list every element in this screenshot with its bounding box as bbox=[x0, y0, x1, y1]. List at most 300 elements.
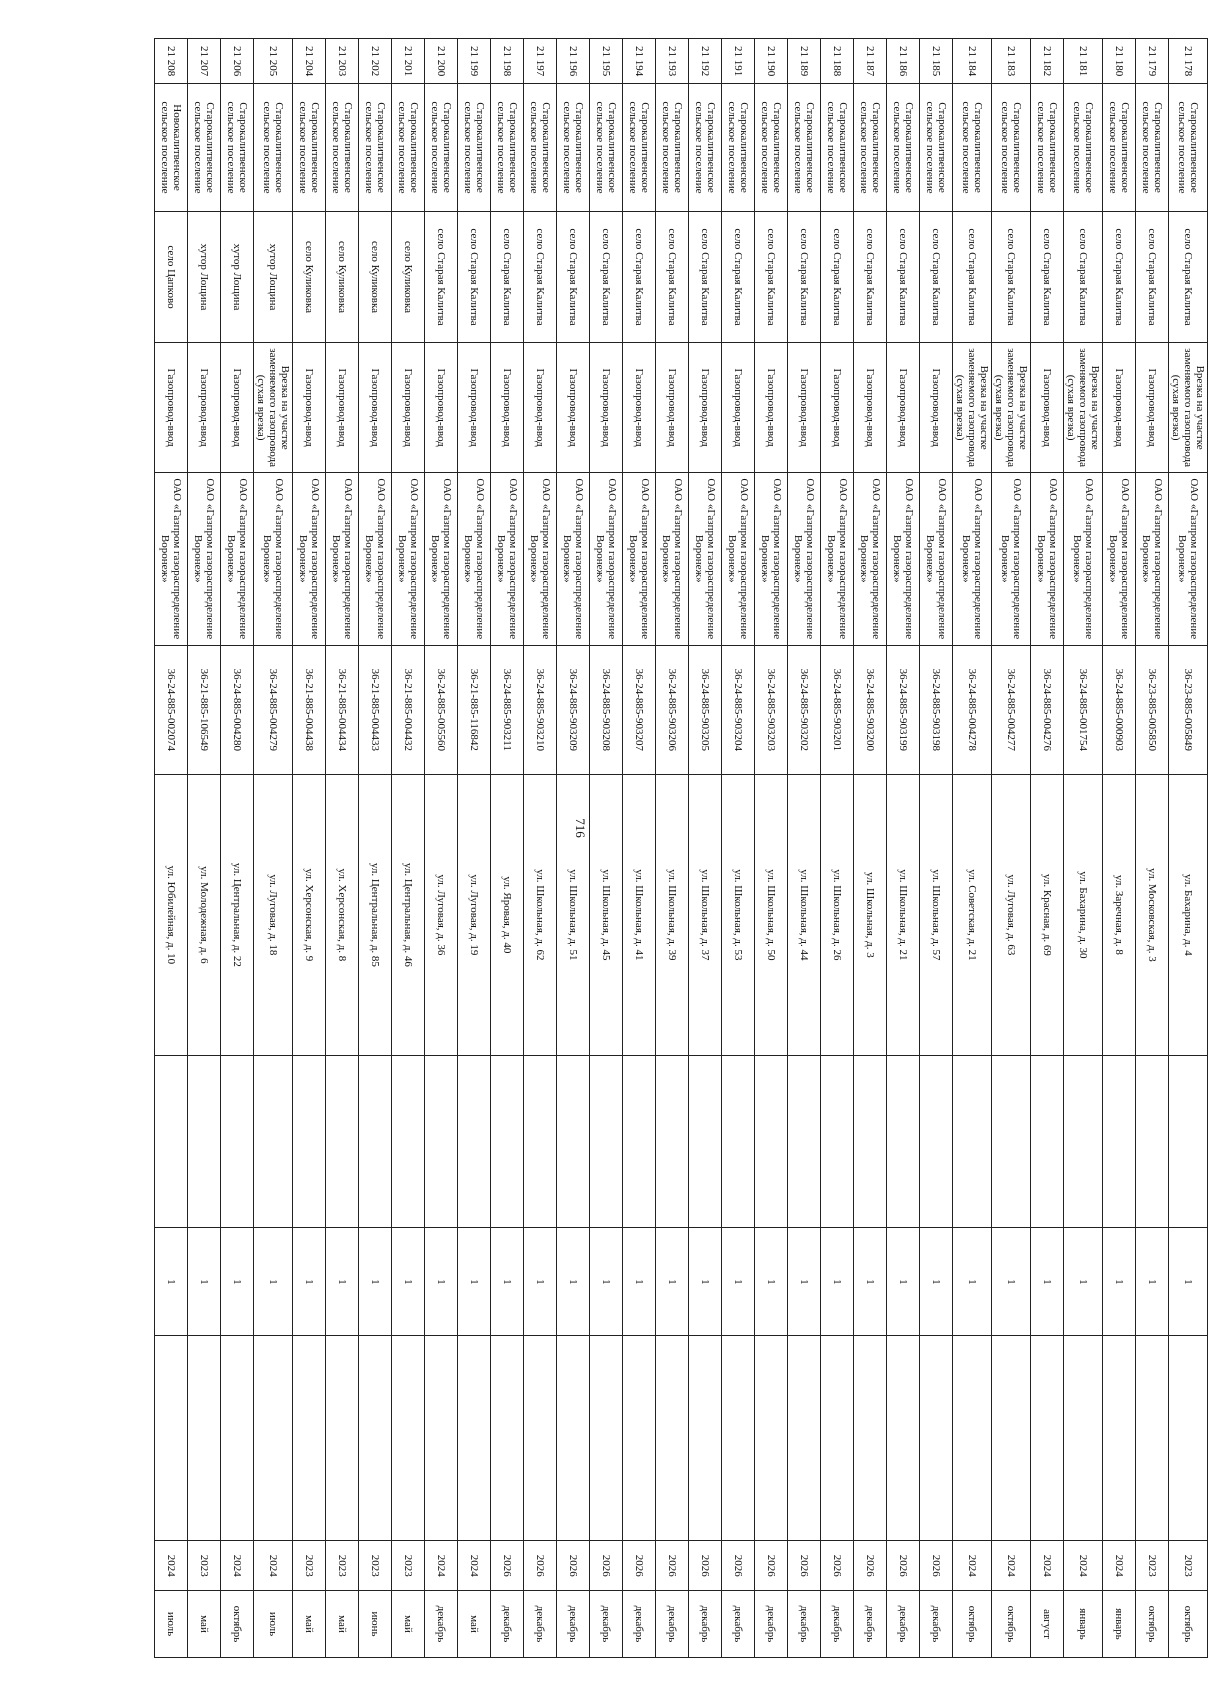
organization-cell: ОАО «Газпром газораспределение Воронеж» bbox=[293, 472, 326, 645]
quantity-cell: 1 bbox=[821, 1228, 854, 1336]
year-cell: 2023 bbox=[392, 1541, 425, 1591]
row-number: 21 200 bbox=[425, 39, 458, 84]
table-row bbox=[755, 39, 788, 1658]
year-cell: 2024 bbox=[221, 1541, 254, 1591]
object-type-cell: Газопровод-ввод bbox=[491, 343, 524, 473]
locality-cell: село Старая Калитва bbox=[887, 211, 920, 343]
row-number: 21 194 bbox=[623, 39, 656, 84]
month-cell: май bbox=[293, 1591, 326, 1658]
object-type-cell: Газопровод-ввод bbox=[1103, 343, 1136, 473]
month-cell: декабрь bbox=[821, 1591, 854, 1658]
row-number: 21 188 bbox=[821, 39, 854, 84]
table-row bbox=[359, 39, 392, 1658]
year-cell: 2024 bbox=[458, 1541, 491, 1591]
blank-cell bbox=[1169, 1055, 1208, 1228]
locality-cell: село Старая Калитва bbox=[788, 211, 821, 343]
address-cell: ул. Школьная, д. 51 bbox=[557, 775, 590, 1056]
locality-cell: село Старая Калитва bbox=[656, 211, 689, 343]
month-cell: декабрь bbox=[689, 1591, 722, 1658]
table-row bbox=[491, 39, 524, 1658]
cadastral-number-cell: 36-24-885-903204 bbox=[722, 645, 755, 775]
table-row bbox=[1064, 39, 1103, 1658]
organization-cell: ОАО «Газпром газораспределение Воронеж» bbox=[1136, 472, 1169, 645]
locality-cell: село Старая Калитва bbox=[1103, 211, 1136, 343]
address-cell: ул. Школьная, д. 57 bbox=[920, 775, 953, 1056]
organization-cell: ОАО «Газпром газораспределение Воронеж» bbox=[689, 472, 722, 645]
blank-cell bbox=[1136, 1336, 1169, 1541]
year-cell: 2026 bbox=[590, 1541, 623, 1591]
month-cell: октябрь bbox=[221, 1591, 254, 1658]
month-cell: декабрь bbox=[656, 1591, 689, 1658]
address-cell: ул. Школьная, д. 53 bbox=[722, 775, 755, 1056]
locality-cell: хутор Лощина bbox=[254, 211, 293, 343]
cadastral-number-cell: 36-24-885-004276 bbox=[1031, 645, 1064, 775]
year-cell: 2023 bbox=[359, 1541, 392, 1591]
object-type-cell: Врезка на участке заменяемого газопровода (сухая врезка) bbox=[992, 343, 1031, 473]
object-type-cell: Газопровод-ввод bbox=[623, 343, 656, 473]
locality-cell: село Старая Калитва bbox=[524, 211, 557, 343]
row-number: 21 180 bbox=[1103, 39, 1136, 84]
object-type-cell: Газопровод-ввод bbox=[722, 343, 755, 473]
table-row bbox=[992, 39, 1031, 1658]
year-cell: 2026 bbox=[788, 1541, 821, 1591]
blank-cell bbox=[887, 1336, 920, 1541]
table-row bbox=[392, 39, 425, 1658]
row-number: 21 198 bbox=[491, 39, 524, 84]
blank-cell bbox=[293, 1055, 326, 1228]
month-cell: июнь bbox=[359, 1591, 392, 1658]
cadastral-number-cell: 36-24-885-903201 bbox=[821, 645, 854, 775]
object-type-cell: Газопровод-ввод bbox=[821, 343, 854, 473]
month-cell: декабрь bbox=[854, 1591, 887, 1658]
year-cell: 2026 bbox=[755, 1541, 788, 1591]
month-cell: май bbox=[392, 1591, 425, 1658]
locality-cell: село Куликовка bbox=[326, 211, 359, 343]
table-row bbox=[524, 39, 557, 1658]
row-number: 21 207 bbox=[188, 39, 221, 84]
year-cell: 2024 bbox=[1064, 1541, 1103, 1591]
settlement-cell: Старокалитвенское сельское поселение bbox=[656, 84, 689, 211]
organization-cell: ОАО «Газпром газораспределение Воронеж» bbox=[359, 472, 392, 645]
object-type-cell: Газопровод-ввод bbox=[557, 343, 590, 473]
quantity-cell: 1 bbox=[221, 1228, 254, 1336]
address-cell: ул. Школьная, д. 26 bbox=[821, 775, 854, 1056]
object-type-cell: Газопровод-ввод bbox=[656, 343, 689, 473]
settlement-cell: Старокалитвенское сельское поселение bbox=[491, 84, 524, 211]
table-row bbox=[953, 39, 992, 1658]
blank-cell bbox=[458, 1336, 491, 1541]
blank-cell bbox=[557, 1055, 590, 1228]
month-cell: июль bbox=[155, 1591, 188, 1658]
table-body bbox=[155, 39, 1208, 1658]
blank-cell bbox=[887, 1055, 920, 1228]
row-number: 21 193 bbox=[656, 39, 689, 84]
row-number: 21 197 bbox=[524, 39, 557, 84]
month-cell: декабрь bbox=[722, 1591, 755, 1658]
organization-cell: ОАО «Газпром газораспределение Воронеж» bbox=[854, 472, 887, 645]
address-cell: ул. Центральная, д. 22 bbox=[221, 775, 254, 1056]
blank-cell bbox=[359, 1336, 392, 1541]
quantity-cell: 1 bbox=[689, 1228, 722, 1336]
blank-cell bbox=[854, 1055, 887, 1228]
month-cell: май bbox=[326, 1591, 359, 1658]
table-row bbox=[854, 39, 887, 1658]
blank-cell bbox=[920, 1336, 953, 1541]
quantity-cell: 1 bbox=[722, 1228, 755, 1336]
blank-cell bbox=[722, 1336, 755, 1541]
table-row bbox=[1136, 39, 1169, 1658]
month-cell: декабрь bbox=[755, 1591, 788, 1658]
settlement-cell: Старокалитвенское сельское поселение bbox=[590, 84, 623, 211]
blank-cell bbox=[920, 1055, 953, 1228]
address-cell: ул. Школьная, д. 39 bbox=[656, 775, 689, 1056]
object-type-cell: Газопровод-ввод bbox=[788, 343, 821, 473]
quantity-cell: 1 bbox=[920, 1228, 953, 1336]
row-number: 21 179 bbox=[1136, 39, 1169, 84]
quantity-cell: 1 bbox=[1064, 1228, 1103, 1336]
month-cell: август bbox=[1031, 1591, 1064, 1658]
settlement-cell: Старокалитвенское сельское поселение bbox=[221, 84, 254, 211]
settlement-cell: Старокалитвенское сельское поселение bbox=[755, 84, 788, 211]
object-type-cell: Газопровод-ввод bbox=[155, 343, 188, 473]
quantity-cell: 1 bbox=[1169, 1228, 1208, 1336]
settlement-cell: Старокалитвенское сельское поселение bbox=[953, 84, 992, 211]
settlement-cell: Старокалитвенское сельское поселение bbox=[557, 84, 590, 211]
object-type-cell: Газопровод-ввод bbox=[887, 343, 920, 473]
cadastral-number-cell: 36-24-885-903205 bbox=[689, 645, 722, 775]
address-cell: ул. Луговая, д. 18 bbox=[254, 775, 293, 1056]
cadastral-number-cell: 36-24-885-903209 bbox=[557, 645, 590, 775]
blank-cell bbox=[821, 1336, 854, 1541]
organization-cell: ОАО «Газпром газораспределение Воронеж» bbox=[1169, 472, 1208, 645]
organization-cell: ОАО «Газпром газораспределение Воронеж» bbox=[788, 472, 821, 645]
month-cell: октябрь bbox=[1136, 1591, 1169, 1658]
settlement-cell: Старокалитвенское сельское поселение bbox=[458, 84, 491, 211]
blank-cell bbox=[755, 1055, 788, 1228]
locality-cell: село Старая Калитва bbox=[1136, 211, 1169, 343]
object-type-cell: Газопровод-ввод bbox=[293, 343, 326, 473]
row-number: 21 187 bbox=[854, 39, 887, 84]
cadastral-number-cell: 36-24-885-903198 bbox=[920, 645, 953, 775]
cadastral-number-cell: 36-24-885-903203 bbox=[755, 645, 788, 775]
row-number: 21 178 bbox=[1169, 39, 1208, 84]
blank-cell bbox=[992, 1336, 1031, 1541]
year-cell: 2026 bbox=[623, 1541, 656, 1591]
blank-cell bbox=[590, 1055, 623, 1228]
quantity-cell: 1 bbox=[656, 1228, 689, 1336]
settlement-cell: Старокалитвенское сельское поселение bbox=[524, 84, 557, 211]
quantity-cell: 1 bbox=[1031, 1228, 1064, 1336]
address-cell: ул. Московская, д. 3 bbox=[1136, 775, 1169, 1056]
row-number: 21 199 bbox=[458, 39, 491, 84]
month-cell: декабрь bbox=[491, 1591, 524, 1658]
table-row bbox=[920, 39, 953, 1658]
locality-cell: село Старая Калитва bbox=[953, 211, 992, 343]
organization-cell: ОАО «Газпром газораспределение Воронеж» bbox=[254, 472, 293, 645]
month-cell: декабрь bbox=[887, 1591, 920, 1658]
locality-cell: село Старая Калитва bbox=[920, 211, 953, 343]
cadastral-number-cell: 36-21-885-004434 bbox=[326, 645, 359, 775]
blank-cell bbox=[1169, 1336, 1208, 1541]
table-row bbox=[425, 39, 458, 1658]
row-number: 21 196 bbox=[557, 39, 590, 84]
organization-cell: ОАО «Газпром газораспределение Воронеж» bbox=[623, 472, 656, 645]
settlement-cell: Старокалитвенское сельское поселение bbox=[293, 84, 326, 211]
address-cell: ул. Школьная, д. 44 bbox=[788, 775, 821, 1056]
locality-cell: село Старая Калитва bbox=[623, 211, 656, 343]
month-cell: декабрь bbox=[557, 1591, 590, 1658]
blank-cell bbox=[656, 1055, 689, 1228]
table-row bbox=[458, 39, 491, 1658]
row-number: 21 192 bbox=[689, 39, 722, 84]
address-cell: ул. Школьная, д. 45 bbox=[590, 775, 623, 1056]
organization-cell: ОАО «Газпром газораспределение Воронеж» bbox=[656, 472, 689, 645]
quantity-cell: 1 bbox=[953, 1228, 992, 1336]
object-type-cell: Газопровод-ввод bbox=[326, 343, 359, 473]
row-number: 21 204 bbox=[293, 39, 326, 84]
row-number: 21 190 bbox=[755, 39, 788, 84]
blank-cell bbox=[590, 1336, 623, 1541]
quantity-cell: 1 bbox=[590, 1228, 623, 1336]
blank-cell bbox=[221, 1336, 254, 1541]
year-cell: 2026 bbox=[887, 1541, 920, 1591]
blank-cell bbox=[392, 1055, 425, 1228]
year-cell: 2026 bbox=[821, 1541, 854, 1591]
quantity-cell: 1 bbox=[1103, 1228, 1136, 1336]
year-cell: 2024 bbox=[425, 1541, 458, 1591]
quantity-cell: 1 bbox=[254, 1228, 293, 1336]
settlement-cell: Старокалитвенское сельское поселение bbox=[425, 84, 458, 211]
blank-cell bbox=[1064, 1336, 1103, 1541]
year-cell: 2026 bbox=[557, 1541, 590, 1591]
blank-cell bbox=[1103, 1055, 1136, 1228]
locality-cell: село Старая Калитва bbox=[992, 211, 1031, 343]
settlement-cell: Старокалитвенское сельское поселение bbox=[920, 84, 953, 211]
quantity-cell: 1 bbox=[425, 1228, 458, 1336]
quantity-cell: 1 bbox=[326, 1228, 359, 1336]
blank-cell bbox=[254, 1336, 293, 1541]
blank-cell bbox=[491, 1055, 524, 1228]
quantity-cell: 1 bbox=[788, 1228, 821, 1336]
cadastral-number-cell: 36-21-885-004433 bbox=[359, 645, 392, 775]
year-cell: 2026 bbox=[524, 1541, 557, 1591]
locality-cell: село Старая Калитва bbox=[821, 211, 854, 343]
quantity-cell: 1 bbox=[458, 1228, 491, 1336]
quantity-cell: 1 bbox=[755, 1228, 788, 1336]
object-type-cell: Врезка на участке заменяемого газопровода (сухая врезка) bbox=[1064, 343, 1103, 473]
cadastral-number-cell: 36-24-885-903208 bbox=[590, 645, 623, 775]
organization-cell: ОАО «Газпром газораспределение Воронеж» bbox=[755, 472, 788, 645]
month-cell: октябрь bbox=[1169, 1591, 1208, 1658]
blank-cell bbox=[326, 1055, 359, 1228]
blank-cell bbox=[1103, 1336, 1136, 1541]
month-cell: декабрь bbox=[788, 1591, 821, 1658]
organization-cell: ОАО «Газпром газораспределение Воронеж» bbox=[953, 472, 992, 645]
quantity-cell: 1 bbox=[359, 1228, 392, 1336]
object-type-cell: Газопровод-ввод bbox=[689, 343, 722, 473]
blank-cell bbox=[359, 1055, 392, 1228]
object-type-cell: Газопровод-ввод bbox=[425, 343, 458, 473]
address-cell: ул. Херсонская, д. 9 bbox=[293, 775, 326, 1056]
locality-cell: село Старая Калитва bbox=[557, 211, 590, 343]
year-cell: 2024 bbox=[254, 1541, 293, 1591]
month-cell: декабрь bbox=[920, 1591, 953, 1658]
blank-cell bbox=[788, 1055, 821, 1228]
cadastral-number-cell: 36-23-885-005850 bbox=[1136, 645, 1169, 775]
row-number: 21 202 bbox=[359, 39, 392, 84]
settlement-cell: Старокалитвенское сельское поселение bbox=[1031, 84, 1064, 211]
cadastral-number-cell: 36-21-885-004438 bbox=[293, 645, 326, 775]
quantity-cell: 1 bbox=[623, 1228, 656, 1336]
blank-cell bbox=[656, 1336, 689, 1541]
address-cell: ул. Школьная, д. 37 bbox=[689, 775, 722, 1056]
year-cell: 2023 bbox=[1136, 1541, 1169, 1591]
cadastral-number-cell: 36-24-885-004278 bbox=[953, 645, 992, 775]
organization-cell: ОАО «Газпром газораспределение Воронеж» bbox=[821, 472, 854, 645]
row-number: 21 208 bbox=[155, 39, 188, 84]
object-type-cell: Газопровод-ввод bbox=[524, 343, 557, 473]
organization-cell: ОАО «Газпром газораспределение Воронеж» bbox=[425, 472, 458, 645]
locality-cell: село Старая Калитва bbox=[491, 211, 524, 343]
blank-cell bbox=[953, 1055, 992, 1228]
year-cell: 2026 bbox=[656, 1541, 689, 1591]
locality-cell: село Куликовка bbox=[293, 211, 326, 343]
blank-cell bbox=[155, 1055, 188, 1228]
blank-cell bbox=[458, 1055, 491, 1228]
quantity-cell: 1 bbox=[155, 1228, 188, 1336]
object-type-cell: Газопровод-ввод bbox=[854, 343, 887, 473]
locality-cell: село Старая Калитва bbox=[1169, 211, 1208, 343]
settlement-cell: Старокалитвенское сельское поселение bbox=[392, 84, 425, 211]
table-row bbox=[623, 39, 656, 1658]
year-cell: 2024 bbox=[155, 1541, 188, 1591]
year-cell: 2024 bbox=[1031, 1541, 1064, 1591]
quantity-cell: 1 bbox=[188, 1228, 221, 1336]
settlement-cell: Старокалитвенское сельское поселение bbox=[326, 84, 359, 211]
blank-cell bbox=[755, 1336, 788, 1541]
settlement-cell: Старокалитвенское сельское поселение bbox=[689, 84, 722, 211]
table-row bbox=[1031, 39, 1064, 1658]
object-type-cell: Газопровод-ввод bbox=[1136, 343, 1169, 473]
address-cell: ул. Луговая, д. 36 bbox=[425, 775, 458, 1056]
cadastral-number-cell: 36-24-885-001754 bbox=[1064, 645, 1103, 775]
blank-cell bbox=[188, 1336, 221, 1541]
locality-cell: село Старая Калитва bbox=[689, 211, 722, 343]
quantity-cell: 1 bbox=[854, 1228, 887, 1336]
cadastral-number-cell: 36-24-885-903206 bbox=[656, 645, 689, 775]
cadastral-number-cell: 36-24-885-903207 bbox=[623, 645, 656, 775]
year-cell: 2026 bbox=[920, 1541, 953, 1591]
blank-cell bbox=[524, 1055, 557, 1228]
object-type-cell: Газопровод-ввод bbox=[458, 343, 491, 473]
gas-connections-table bbox=[154, 38, 1208, 1658]
settlement-cell: Старокалитвенское сельское поселение bbox=[821, 84, 854, 211]
address-cell: ул. Центральная, д. 46 bbox=[392, 775, 425, 1056]
blank-cell bbox=[821, 1055, 854, 1228]
table-row bbox=[155, 39, 188, 1658]
locality-cell: село Старая Калитва bbox=[590, 211, 623, 343]
row-number: 21 205 bbox=[254, 39, 293, 84]
blank-cell bbox=[491, 1336, 524, 1541]
blank-cell bbox=[1031, 1055, 1064, 1228]
address-cell: ул. Юбилейная, д. 10 bbox=[155, 775, 188, 1056]
settlement-cell: Старокалитвенское сельское поселение bbox=[854, 84, 887, 211]
month-cell: май bbox=[188, 1591, 221, 1658]
table-row bbox=[821, 39, 854, 1658]
year-cell: 2026 bbox=[854, 1541, 887, 1591]
month-cell: октябрь bbox=[992, 1591, 1031, 1658]
object-type-cell: Газопровод-ввод bbox=[1031, 343, 1064, 473]
organization-cell: ОАО «Газпром газораспределение Воронеж» bbox=[557, 472, 590, 645]
organization-cell: ОАО «Газпром газораспределение Воронеж» bbox=[722, 472, 755, 645]
row-number: 21 182 bbox=[1031, 39, 1064, 84]
address-cell: ул. Луговая, д. 19 bbox=[458, 775, 491, 1056]
organization-cell: ОАО «Газпром газораспределение Воронеж» bbox=[1103, 472, 1136, 645]
cadastral-number-cell: 36-24-885-903200 bbox=[854, 645, 887, 775]
organization-cell: ОАО «Газпром газораспределение Воронеж» bbox=[992, 472, 1031, 645]
organization-cell: ОАО «Газпром газораспределение Воронеж» bbox=[920, 472, 953, 645]
table-row bbox=[887, 39, 920, 1658]
blank-cell bbox=[326, 1336, 359, 1541]
locality-cell: село Старая Калитва bbox=[458, 211, 491, 343]
month-cell: январь bbox=[1103, 1591, 1136, 1658]
table-row bbox=[557, 39, 590, 1658]
address-cell: ул. Херсонская, д. 8 bbox=[326, 775, 359, 1056]
quantity-cell: 1 bbox=[557, 1228, 590, 1336]
address-cell: ул. Яровая, д. 40 bbox=[491, 775, 524, 1056]
settlement-cell: Старокалитвенское сельское поселение bbox=[623, 84, 656, 211]
blank-cell bbox=[425, 1336, 458, 1541]
month-cell: декабрь bbox=[425, 1591, 458, 1658]
month-cell: декабрь bbox=[524, 1591, 557, 1658]
blank-cell bbox=[689, 1055, 722, 1228]
settlement-cell: Новокалитвенское сельское поселение bbox=[155, 84, 188, 211]
locality-cell: село Куликовка bbox=[392, 211, 425, 343]
address-cell: ул. Советская, д. 21 bbox=[953, 775, 992, 1056]
address-cell: ул. Заречная, д. 8 bbox=[1103, 775, 1136, 1056]
settlement-cell: Старокалитвенское сельское поселение bbox=[1103, 84, 1136, 211]
table-row bbox=[590, 39, 623, 1658]
object-type-cell: Газопровод-ввод bbox=[359, 343, 392, 473]
settlement-cell: Старокалитвенское сельское поселение bbox=[254, 84, 293, 211]
table-row bbox=[788, 39, 821, 1658]
year-cell: 2026 bbox=[689, 1541, 722, 1591]
address-cell: ул. Школьная, д. 21 bbox=[887, 775, 920, 1056]
blank-cell bbox=[392, 1336, 425, 1541]
table-row bbox=[326, 39, 359, 1658]
cadastral-number-cell: 36-21-885-116842 bbox=[458, 645, 491, 775]
address-cell: ул. Школьная, д. 62 bbox=[524, 775, 557, 1056]
year-cell: 2026 bbox=[722, 1541, 755, 1591]
settlement-cell: Старокалитвенское сельское поселение bbox=[188, 84, 221, 211]
cadastral-number-cell: 36-24-885-903210 bbox=[524, 645, 557, 775]
object-type-cell: Газопровод-ввод bbox=[188, 343, 221, 473]
object-type-cell: Врезка на участке заменяемого газопровода (сухая врезка) bbox=[254, 343, 293, 473]
row-number: 21 201 bbox=[392, 39, 425, 84]
rotated-table-container bbox=[154, 38, 1208, 1658]
organization-cell: ОАО «Газпром газораспределение Воронеж» bbox=[155, 472, 188, 645]
blank-cell bbox=[1031, 1336, 1064, 1541]
cadastral-number-cell: 36-21-885-004432 bbox=[392, 645, 425, 775]
locality-cell: хутор Лощина bbox=[188, 211, 221, 343]
blank-cell bbox=[623, 1336, 656, 1541]
organization-cell: ОАО «Газпром газораспределение Воронеж» bbox=[887, 472, 920, 645]
row-number: 21 184 bbox=[953, 39, 992, 84]
quantity-cell: 1 bbox=[491, 1228, 524, 1336]
object-type-cell: Врезка на участке заменяемого газопровода (сухая врезка) bbox=[1169, 343, 1208, 473]
cadastral-number-cell: 36-21-885-106549 bbox=[188, 645, 221, 775]
table-row bbox=[293, 39, 326, 1658]
